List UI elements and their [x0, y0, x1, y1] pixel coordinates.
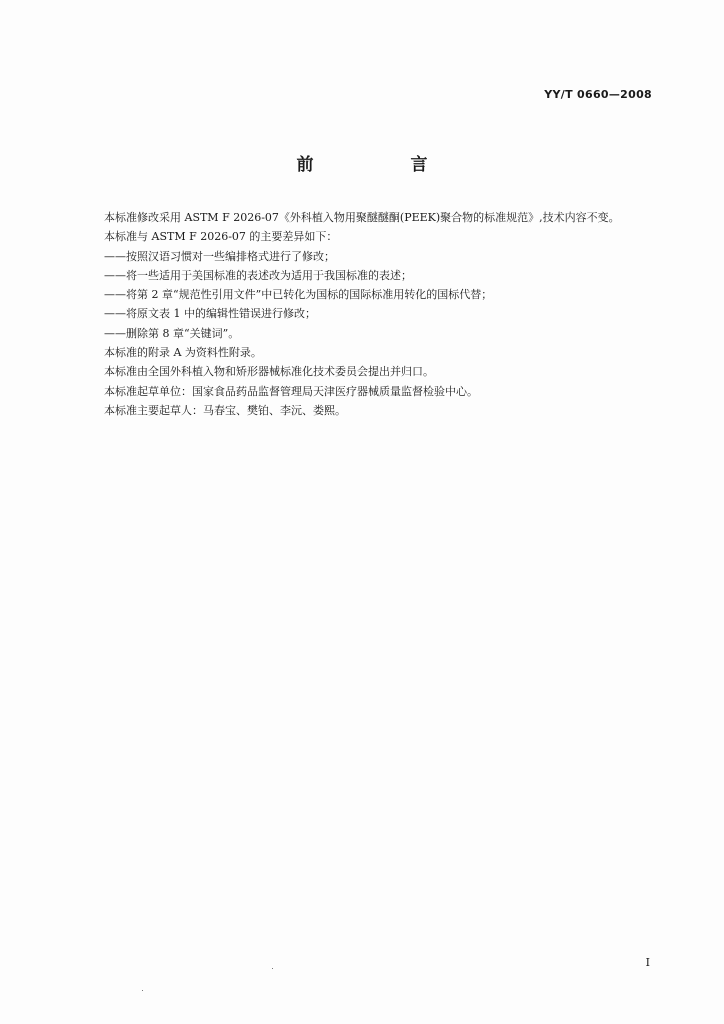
- paragraph-annex: 本标准的附录 A 为资料性附录。: [104, 346, 262, 360]
- scan-speck: [272, 968, 273, 969]
- list-item: ——将原文表 1 中的编辑性错误进行修改；: [104, 307, 316, 321]
- list-item: ——按照汉语习惯对一些编排格式进行了修改；: [104, 249, 335, 263]
- paragraph-differences-intro: 本标准与 ASTM F 2026-07 的主要差异如下：: [104, 230, 338, 244]
- list-item: ——将一些适用于美国标准的表述改为适用于我国标准的表述；: [104, 268, 412, 282]
- list-item: ——将第 2 章“规范性引用文件”中已转化为国标的国际标准用转化的国标代替；: [104, 288, 493, 302]
- page-title: 前 言: [296, 155, 468, 175]
- foreword-body: [80, 208, 660, 420]
- list-item: ——删除第 8 章“关键词”。: [104, 326, 240, 340]
- paragraph-drafting-unit: 本标准起草单位：国家食品药品监督管理局天津医疗器械质量监督检验中心。: [104, 384, 478, 398]
- page-number: I: [645, 956, 650, 969]
- paragraph-drafters: 本标准主要起草人：马春宝、樊铂、李沅、娄熙。: [104, 403, 346, 417]
- paragraph-adoption: 本标准修改采用 ASTM F 2026-07《外科植入物用聚醚醚酮(PEEK)聚合物的标准规范》,技术内容不变。: [104, 211, 620, 224]
- scan-speck: [142, 990, 143, 991]
- paragraph-proposer: 本标准由全国外科植入物和矫形器械标准化技术委员会提出并归口。: [104, 365, 434, 379]
- standard-code: YY/T 0660—2008: [544, 88, 652, 101]
